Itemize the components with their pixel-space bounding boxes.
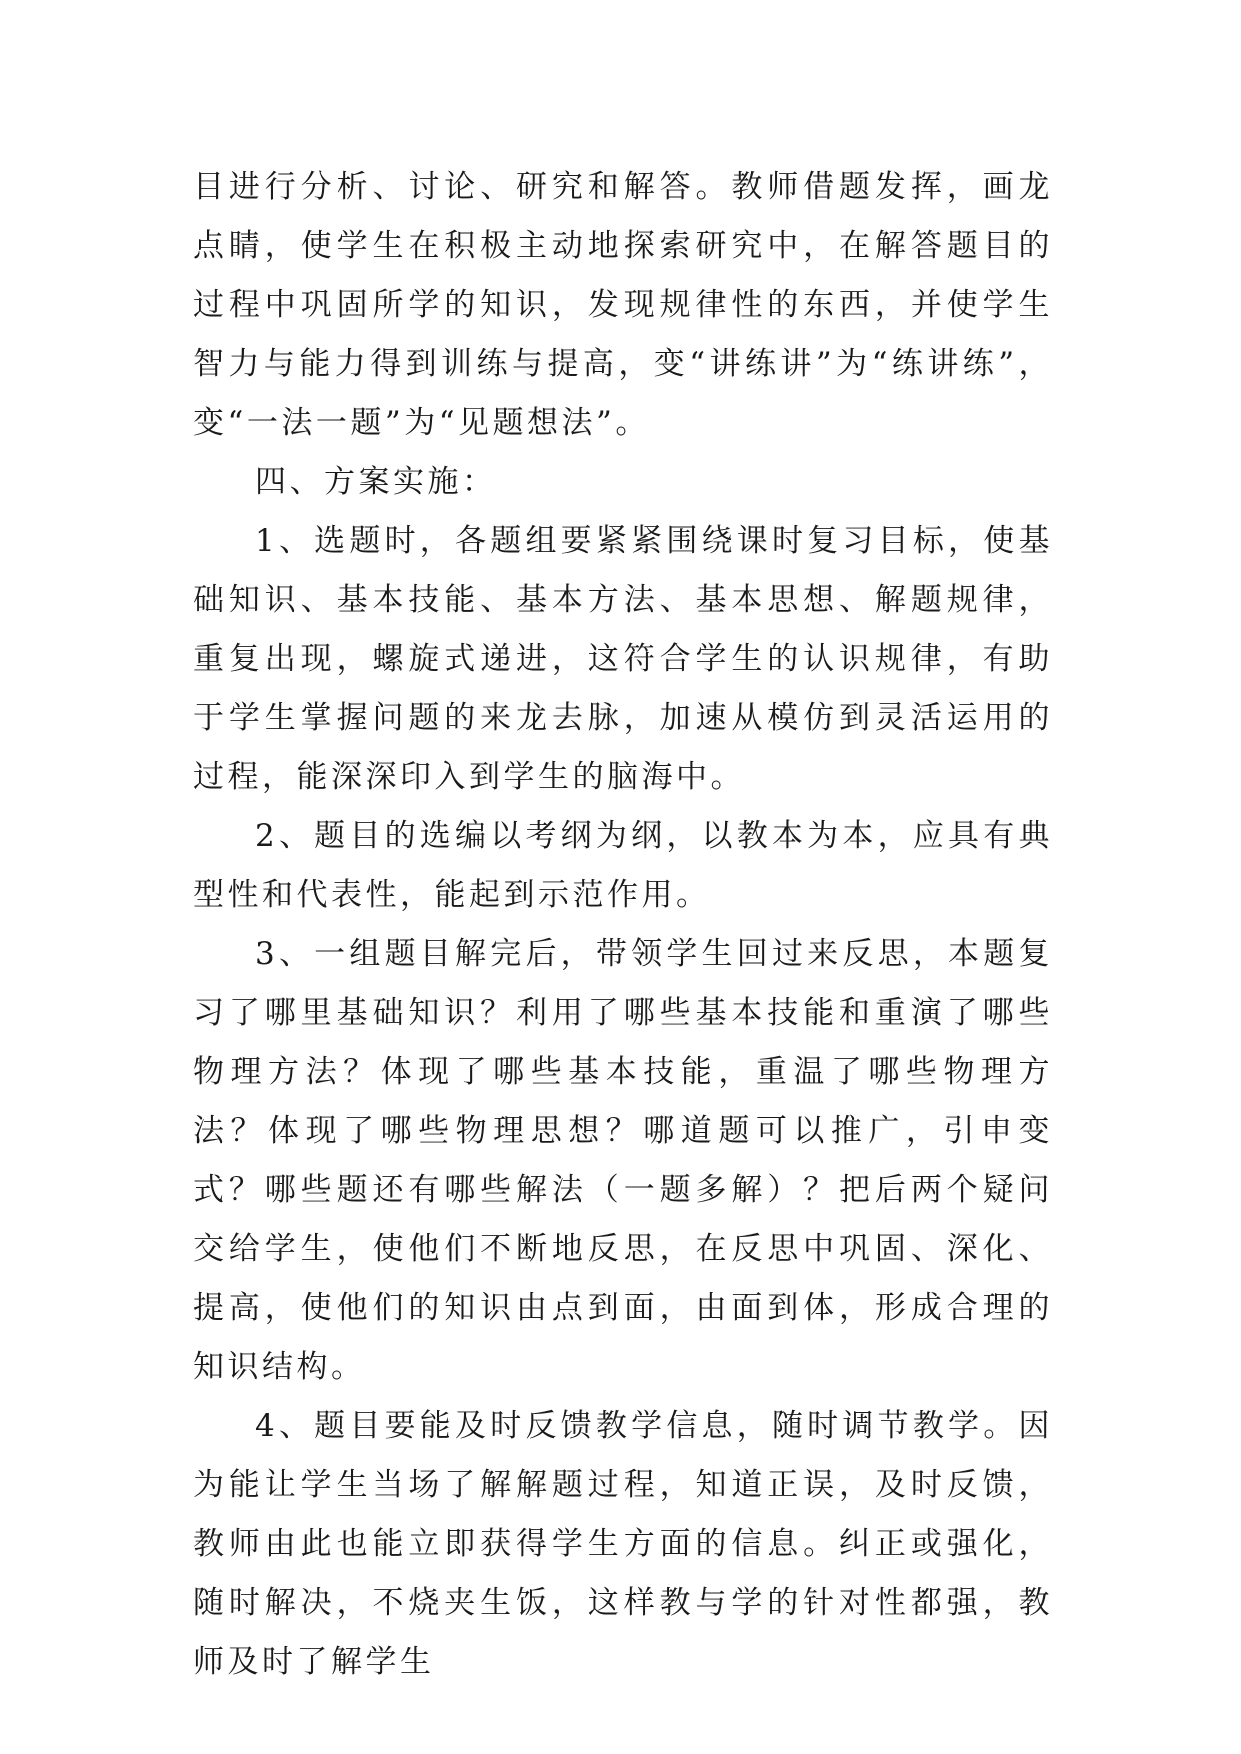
paragraph-item-4: 4、题目要能及时反馈教学信息，随时调节教学。因为能让学生当场了解解题过程，知道正误，及时反馈，教师由此也能立即获得学生方面的信息。纠正或强化，随时解决，不烧夹生饭，这样教与学的针对性都强，教师及时了解学生	[193, 1408, 1053, 1680]
paragraph-item-1: 1、选题时，各题组要紧紧围绕课时复习目标，使基础知识、基本技能、基本方法、基本思想、解题规律，重复出现，螺旋式递进，这符合学生的认识规律，有助于学生掌握问题的来龙去脉，加速从模仿到灵活运用的过程，能深深印入到学生的脑海中。	[193, 523, 1053, 795]
paragraph-item-3: 3、一组题目解完后，带领学生回过来反思，本题复习了哪里基础知识？利用了哪些基本技能和重演了哪些物理方法？体现了哪些基本技能，重温了哪些物理方法？体现了哪些物理思想？哪道题可以推广，引申变式？哪些题还有哪些解法（一题多解）？把后两个疑问交给学生，使他们不断地反思，在反思中巩固、深化、提高，使他们的知识由点到面，由面到体，形成合理的知识结构。	[193, 936, 1053, 1385]
section-heading-plan-implementation: 四、方案实施：	[255, 464, 497, 500]
paragraph-item-2: 2、题目的选编以考纲为纲，以教本为本，应具有典型性和代表性，能起到示范作用。	[193, 818, 1053, 913]
body-text	[193, 158, 1053, 1692]
paragraph-continuation: 目进行分析、讨论、研究和解答。教师借题发挥，画龙点睛，使学生在积极主动地探索研究中，在解答题目的过程中巩固所学的知识，发现规律性的东西，并使学生智力与能力得到训练与提高，变“讲练讲”为“练讲练”，变“一法一题”为“见题想法”。	[193, 169, 1053, 441]
